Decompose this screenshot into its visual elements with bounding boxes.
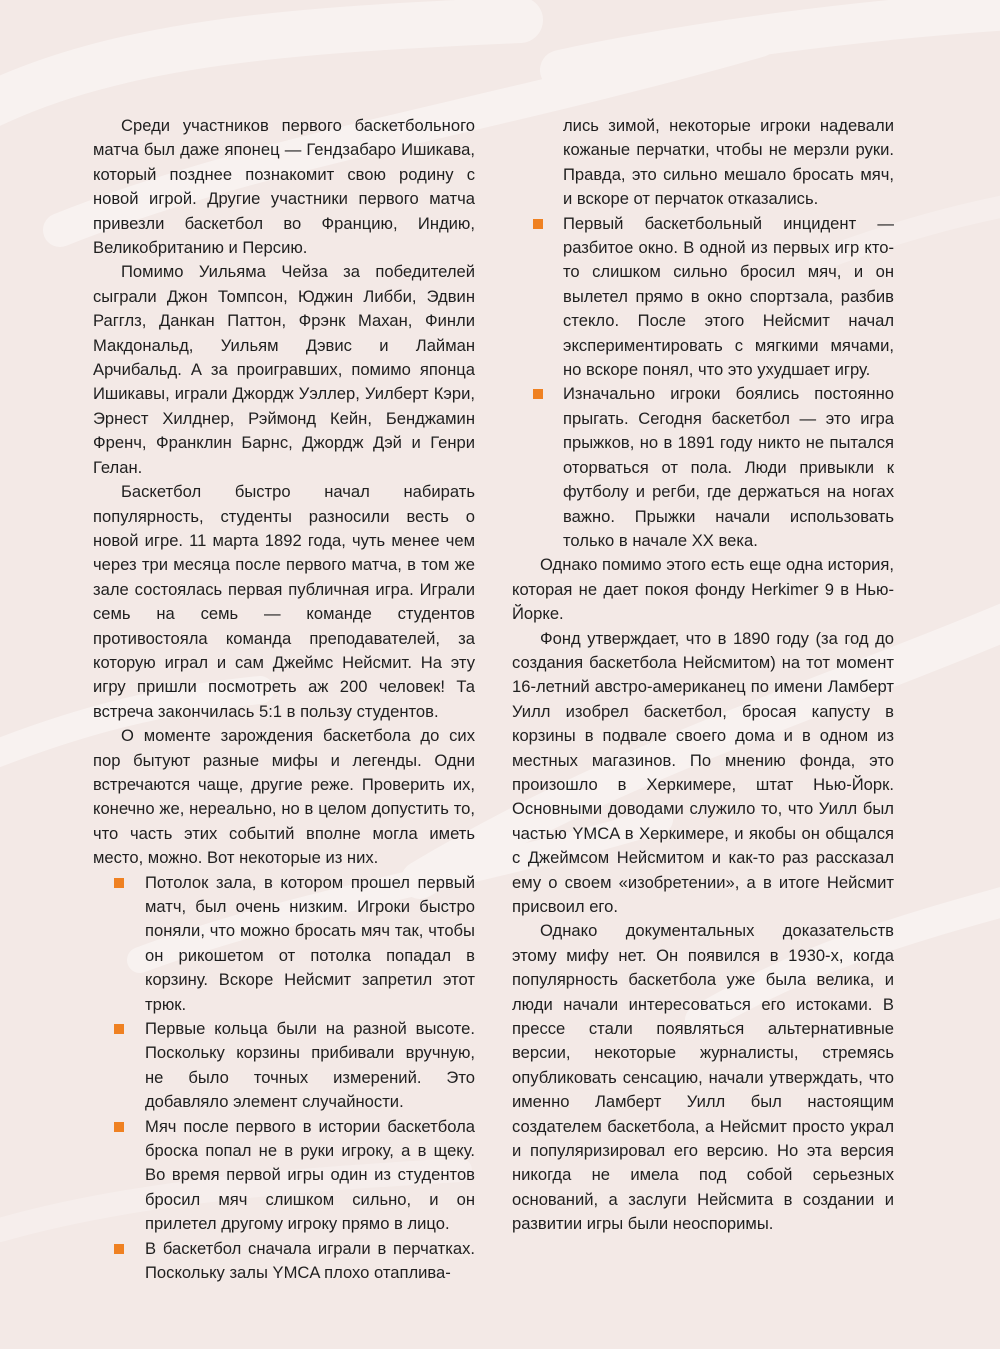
square-bullet-icon bbox=[114, 1122, 124, 1132]
list-item-text: В баскетбол сначала играли в перчатках. Поскольку залы YMCA плохо отаплива- bbox=[145, 1238, 475, 1283]
list-item-text: Мяч после первого в истории баскетбола броска попал не в руки игроку, а в щеку. Во время первой игры один из студентов бросил мяч слишком сильно, и он прилетел другому игроку прямо в лицо. bbox=[145, 1116, 475, 1234]
paragraph: Однако документальных доказательств этому мифу нет. Он появился в 1930-х, когда популярность баскетбола уже была велика, и люди начали интересоваться его истоками. В прессе стали появляться альтернативные версии, некоторые журналисты, стремясь опубликовать сенсацию, начали утверждать, что именно Ламберт Уилл был настоящим создателем баскетбола, а Нейсмит просто украл и популяризировал его версию. Но эта версия никогда не имела под собой серьезных оснований, а заслуги Нейсмита в создании и развитии игры были неоспоримы. bbox=[512, 921, 894, 1234]
square-bullet-icon bbox=[114, 1244, 124, 1254]
list-item-continuation bbox=[512, 114, 894, 212]
square-bullet-icon bbox=[114, 878, 124, 888]
list-item-text: Первые кольца были на разной высоте. Поскольку корзины прибивали вручную, не было точных измерений. Это добавляло элемент случайности. bbox=[145, 1019, 475, 1112]
list-item bbox=[93, 1017, 475, 1115]
paragraph: О моменте зарождения баскетбола до сих пор бытуют разные мифы и легенды. Одни встречаются чаще, другие реже. Проверить их, конечно же, нереально, но в целом допустить то, что часть этих событий вполне могла иметь место, можно. Вот некоторые из них. bbox=[93, 726, 475, 868]
paragraph: Баскетбол быстро начал набирать популярность, студенты разносили весть о новой игре. 11 марта 1892 года, чуть менее чем через три месяца после первого матча, в том же зале состоялась первая публичная игра. Играли семь на семь — команде студентов противостояла команда преподавателей, за которую играл и сам Джеймс Нейсмит. На эту игру пришли посмотреть аж 200 человек! Та встреча закончилась 5:1 в пользу студентов. bbox=[93, 482, 475, 721]
paragraph: Однако помимо этого есть еще одна история, которая не дает покоя фонду Herkimer 9 в Нью-Йорке. bbox=[512, 555, 894, 624]
list-item bbox=[512, 212, 894, 383]
myth-list-continued bbox=[512, 114, 894, 553]
list-item-text: Потолок зала, в котором прошел первый матч, был очень низким. Игроки быстро поняли, что можно бросать мяч так, чтобы он рикошетом от потолка попадал в корзину. Вскоре Нейсмит запретил этот трюк. bbox=[145, 872, 475, 1014]
square-bullet-icon bbox=[533, 389, 543, 399]
square-bullet-icon bbox=[114, 1024, 124, 1034]
right-column bbox=[512, 114, 894, 1237]
paragraph: Среди участников первого баскетбольного матча был даже японец — Гендзабаро Ишикава, который позднее познакомит свою родину с новой игрой. Другие участники первого матча привезли баскетбол во Францию, Индию, Великобританию и Персию. bbox=[93, 116, 475, 258]
square-bullet-icon bbox=[533, 219, 543, 229]
paragraph: Помимо Уильяма Чейза за победителей сыграли Джон Томпсон, Юджин Либби, Эдвин Рагглз, Данкан Паттон, Фрэнк Махан, Финли Макдональд, Уильям Дэвис и Лайман Арчибальд. А за проигравших, помимо японца Ишикавы, играли Джордж Уэллер, Уилберт Кэри, Эрнест Хилднер, Рэймонд Кейн, Бенджамин Френч, Франклин Барнс, Джордж Дэй и Генри Гелан. bbox=[93, 262, 475, 477]
list-item-text: Изначально игроки боялись постоянно прыгать. Сегодня баскетбол — это игра прыжков, но в 1891 году никто не пытался оторваться от пола. Люди привыкли к футболу и регби, где держаться на ногах важно. Прыжки начали использовать только в начале XX века. bbox=[563, 384, 894, 550]
list-item-text: лись зимой, некоторые игроки надевали кожаные перчатки, чтобы не мерзли руки. Правда, это сильно мешало бросать мяч, и вскоре от перчаток отказались. bbox=[563, 116, 894, 209]
list-item bbox=[93, 871, 475, 1017]
myth-list bbox=[93, 871, 475, 1286]
left-column bbox=[93, 114, 475, 1286]
paragraph: Фонд утверждает, что в 1890 году (за год до создания баскетбола Нейсмитом) на тот момент 16-летний австро-американец по имени Ламберт Уилл изобрел баскетбол, бросая капусту в корзины в подвале своего дома и в одном из местных магазинов. По мнению фонда, это произошло в Херкимере, штат Нью-Йорк. Основными доводами служило то, что Уилл был частью YMCA в Херкимере, и якобы он общался с Джеймсом Нейсмитом и как-то раз рассказал ему о своем «изобретении», а в итоге Нейсмит присвоил его. bbox=[512, 628, 894, 916]
list-item bbox=[93, 1115, 475, 1237]
list-item-text: Первый баскетбольный инцидент — разбитое окно. В одной из первых игр кто-то слишком сильно бросил мяч, и он вылетел прямо в окно спортзала, разбив стекло. После этого Нейсмит начал экспериментировать с мягкими мячами, но вскоре понял, что это ухудшает игру. bbox=[563, 213, 894, 380]
list-item bbox=[93, 1237, 475, 1286]
list-item bbox=[512, 382, 894, 553]
